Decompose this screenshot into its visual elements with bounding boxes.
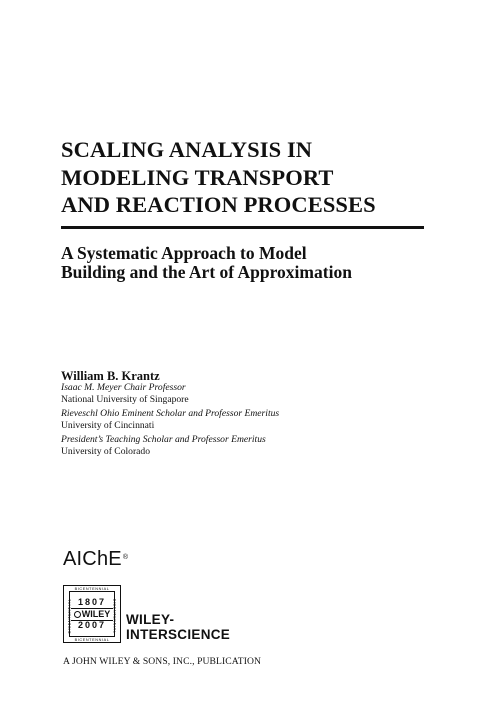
title-line-3: AND REACTION PROCESSES xyxy=(61,192,376,217)
affiliation-3 xyxy=(61,434,279,457)
registered-mark: ® xyxy=(122,554,129,561)
affiliation-institution: University of Cincinnati xyxy=(61,419,155,431)
seal-ring-text-bottom: BICENTENNIAL xyxy=(74,637,110,642)
wiley-logo-line-1: WILEY- xyxy=(126,612,175,627)
seal-ring-text-right: BICENTENNIAL xyxy=(112,598,117,634)
seal-ring-text-left: BICENTENNIAL xyxy=(67,598,72,634)
book-title xyxy=(61,136,461,219)
subtitle-line-1: A Systematic Approach to Model xyxy=(61,243,307,263)
subtitle-line-2: Building and the Art of Approximation xyxy=(61,262,352,282)
seal-ring-text-top: BICENTENNIAL xyxy=(74,586,110,591)
affiliation-institution: National University of Singapore xyxy=(61,393,189,405)
aiche-logo xyxy=(63,548,128,570)
affiliation-2 xyxy=(61,408,279,431)
title-line-1: SCALING ANALYSIS IN xyxy=(61,137,313,162)
affiliation-title: President’s Teaching Scholar and Professor Emeritus xyxy=(61,434,266,445)
affiliation-1 xyxy=(61,382,279,405)
author-name: William B. Krantz xyxy=(61,369,160,383)
wiley-emblem-icon xyxy=(74,611,81,618)
wiley-logo-line-2: INTERSCIENCE xyxy=(126,627,231,642)
book-subtitle xyxy=(61,244,461,282)
aiche-logo-text: AIChE xyxy=(63,548,122,570)
seal-brand-text: WILEY xyxy=(81,609,111,619)
seal-year-start: 1807 xyxy=(77,597,107,607)
wiley-interscience-logo xyxy=(126,612,230,642)
title-divider-rule xyxy=(61,226,424,229)
author-affiliations xyxy=(61,382,279,460)
affiliation-title: Isaac M. Meyer Chair Professor xyxy=(61,382,186,393)
title-line-2: MODELING TRANSPORT xyxy=(61,164,334,190)
affiliation-title: Rieveschl Ohio Eminent Scholar and Professor Emeritus xyxy=(61,408,280,419)
affiliation-institution: University of Colorado xyxy=(61,445,150,457)
wiley-bicentennial-seal xyxy=(63,585,121,643)
seal-inner-frame xyxy=(69,591,115,637)
publisher-line: A JOHN WILEY & SONS, INC., PUBLICATION xyxy=(63,656,262,667)
seal-year-end: 2007 xyxy=(77,620,107,630)
